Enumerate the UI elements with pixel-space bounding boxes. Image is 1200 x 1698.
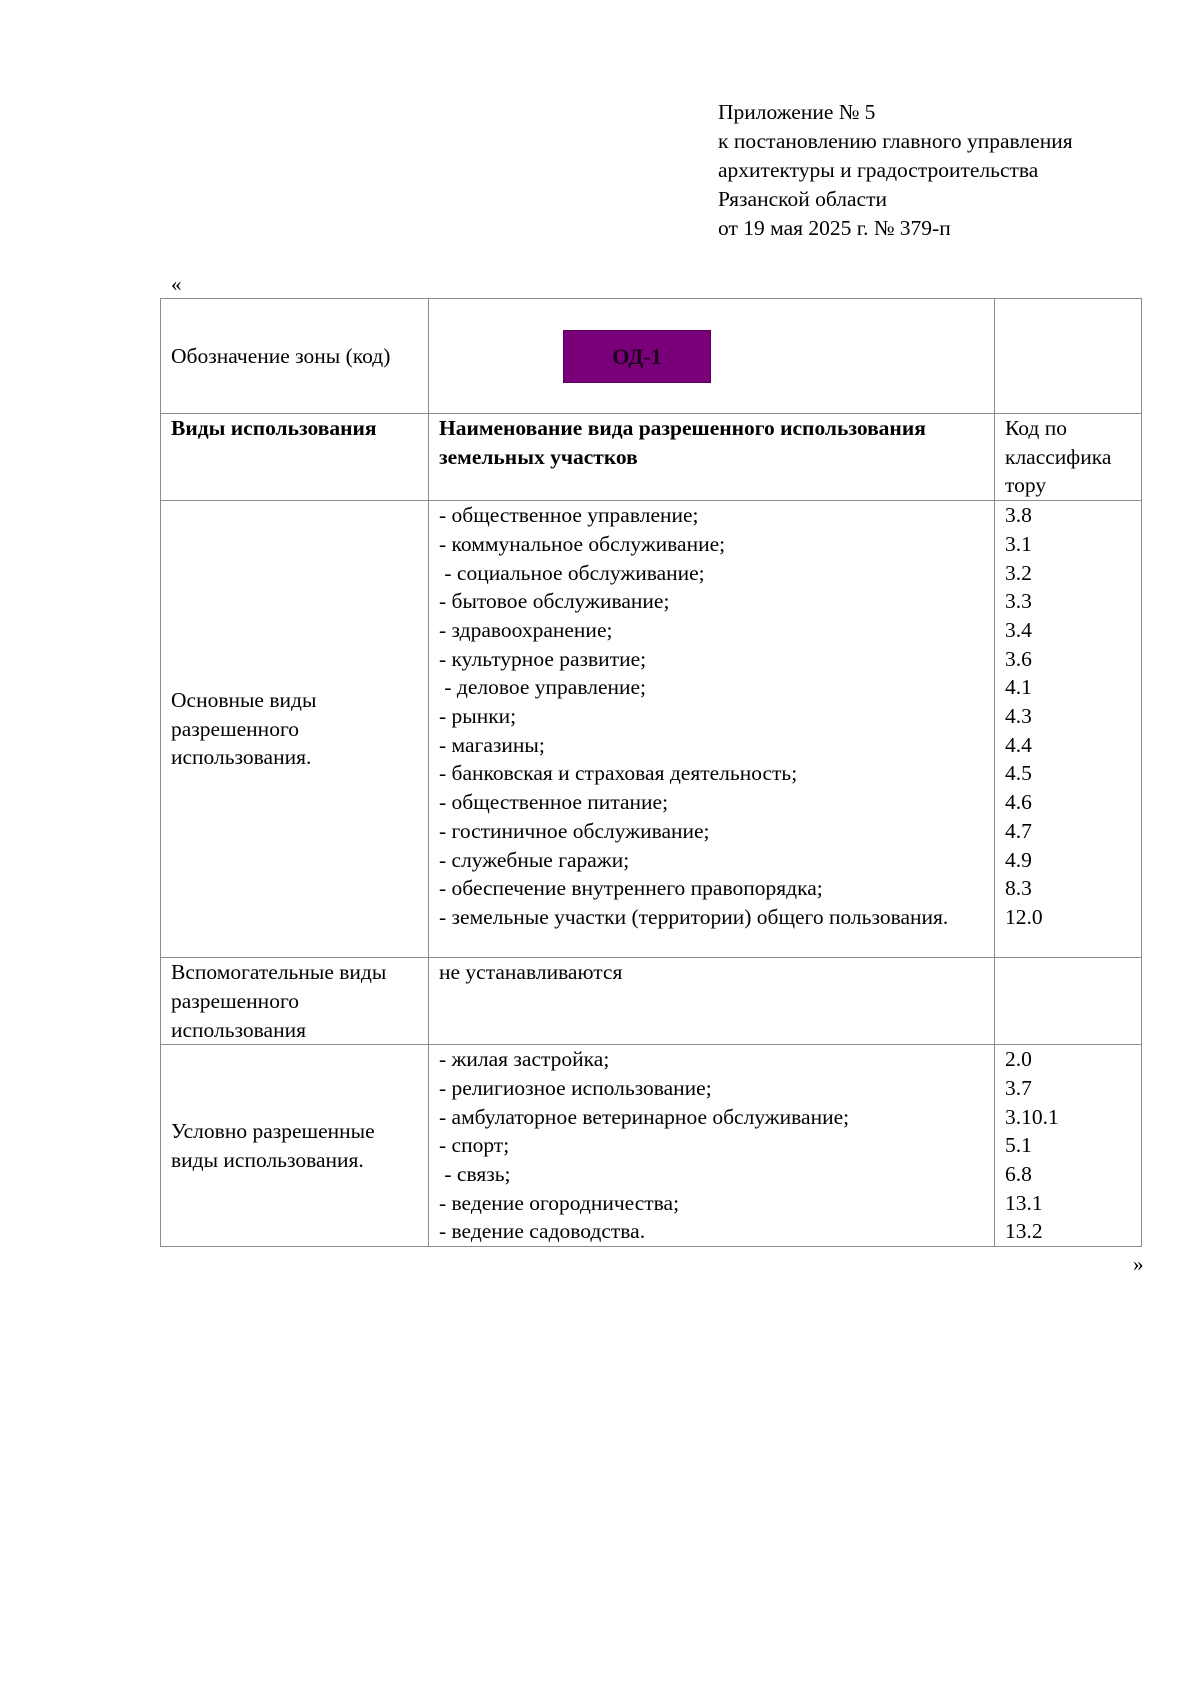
conditional-usage-items	[429, 1045, 995, 1247]
usage-code: 4.5	[1005, 761, 1032, 786]
auxiliary-usage-value: не устанавливаются	[429, 958, 995, 1045]
usage-item: - банковская и страховая деятельность;	[439, 761, 798, 786]
zone-label-cell	[161, 299, 429, 414]
usage-item: - социальное обслуживание;	[439, 560, 705, 585]
opening-quote: «	[171, 272, 182, 296]
usage-code: 3.2	[1005, 560, 1032, 585]
conditional-usage-label: Условно разрешенные виды использования.	[161, 1045, 429, 1247]
usage-item: - деловое управление;	[439, 675, 647, 700]
appendix-line: к постановлению главного управления	[718, 129, 1073, 153]
usage-name-header: Наименование вида разрешенного использования земельных участков	[429, 414, 995, 501]
usage-types-header: Виды использования	[161, 414, 429, 501]
auxiliary-usage-row	[161, 958, 1142, 1045]
code-header: Код по классифика тору	[995, 414, 1142, 501]
usage-item: - ведение садоводства.	[439, 1219, 646, 1244]
usage-item: - спорт;	[439, 1133, 510, 1158]
usage-item: - рынки;	[439, 704, 517, 729]
usage-item: - гостиничное обслуживание;	[439, 818, 710, 843]
appendix-header	[718, 98, 1073, 243]
usage-item: - ведение огородничества;	[439, 1190, 680, 1215]
appendix-line: архитектуры и градостроительства	[718, 158, 1039, 182]
zone-code-badge: ОД-1	[563, 330, 711, 383]
usage-item: - амбулаторное ветеринарное обслуживание;	[439, 1104, 850, 1129]
appendix-line: Приложение № 5	[718, 100, 876, 124]
zone-code-row	[161, 299, 1142, 414]
appendix-line: от 19 мая 2025 г. № 379-п	[718, 216, 951, 240]
usage-item: - общественное управление;	[439, 503, 699, 528]
usage-code: 13.1	[1005, 1190, 1043, 1215]
usage-code: 8.3	[1005, 876, 1032, 901]
usage-item: - коммунальное обслуживание;	[439, 531, 726, 556]
usage-item: - магазины;	[439, 732, 545, 757]
usage-item: - религиозное использование;	[439, 1075, 712, 1100]
usage-code: 3.10.1	[1005, 1104, 1059, 1129]
usage-item: - здравоохранение;	[439, 617, 613, 642]
main-usage-items	[429, 501, 995, 958]
usage-code: 4.4	[1005, 732, 1032, 757]
appendix-line: Рязанской области	[718, 187, 887, 211]
main-usage-label: Основные виды разрешенного использования.	[161, 501, 429, 958]
usage-item: - связь;	[439, 1162, 511, 1187]
usage-code: 3.1	[1005, 531, 1032, 556]
usage-code: 6.8	[1005, 1162, 1032, 1187]
usage-code: 3.3	[1005, 589, 1032, 614]
conditional-usage-codes	[995, 1045, 1142, 1247]
usage-item: - обеспечение внутреннего правопорядка;	[439, 876, 823, 901]
usage-item: - земельные участки (территории) общего пользования.	[439, 904, 949, 929]
usage-item: - служебные гаражи;	[439, 847, 630, 872]
usage-code: 3.6	[1005, 646, 1032, 671]
usage-item: - культурное развитие;	[439, 646, 647, 671]
zone-label: Обозначение зоны (код)	[171, 343, 391, 368]
usage-code: 13.2	[1005, 1219, 1043, 1244]
usage-code: 4.7	[1005, 818, 1032, 843]
auxiliary-usage-label: Вспомогательные виды разрешенного использования	[161, 958, 429, 1045]
auxiliary-empty-cell	[995, 958, 1142, 1045]
usage-code: 5.1	[1005, 1133, 1032, 1158]
zone-empty-cell	[995, 299, 1142, 414]
main-usage-codes	[995, 501, 1142, 958]
usage-item: - жилая застройка;	[439, 1047, 610, 1072]
zone-table	[160, 298, 1142, 1247]
main-usage-row	[161, 501, 1142, 958]
usage-code: 12.0	[1005, 904, 1043, 929]
usage-code: 3.7	[1005, 1075, 1032, 1100]
usage-code: 4.3	[1005, 704, 1032, 729]
usage-code: 4.9	[1005, 847, 1032, 872]
zone-code-cell	[429, 299, 995, 414]
usage-code: 2.0	[1005, 1047, 1032, 1072]
usage-code: 3.4	[1005, 617, 1032, 642]
usage-item: - общественное питание;	[439, 790, 669, 815]
usage-code: 4.1	[1005, 675, 1032, 700]
usage-code: 3.8	[1005, 503, 1032, 528]
column-header-row	[161, 414, 1142, 501]
usage-item: - бытовое обслуживание;	[439, 589, 670, 614]
conditional-usage-row	[161, 1045, 1142, 1247]
usage-code: 4.6	[1005, 790, 1032, 815]
closing-quote: »	[1133, 1252, 1144, 1276]
